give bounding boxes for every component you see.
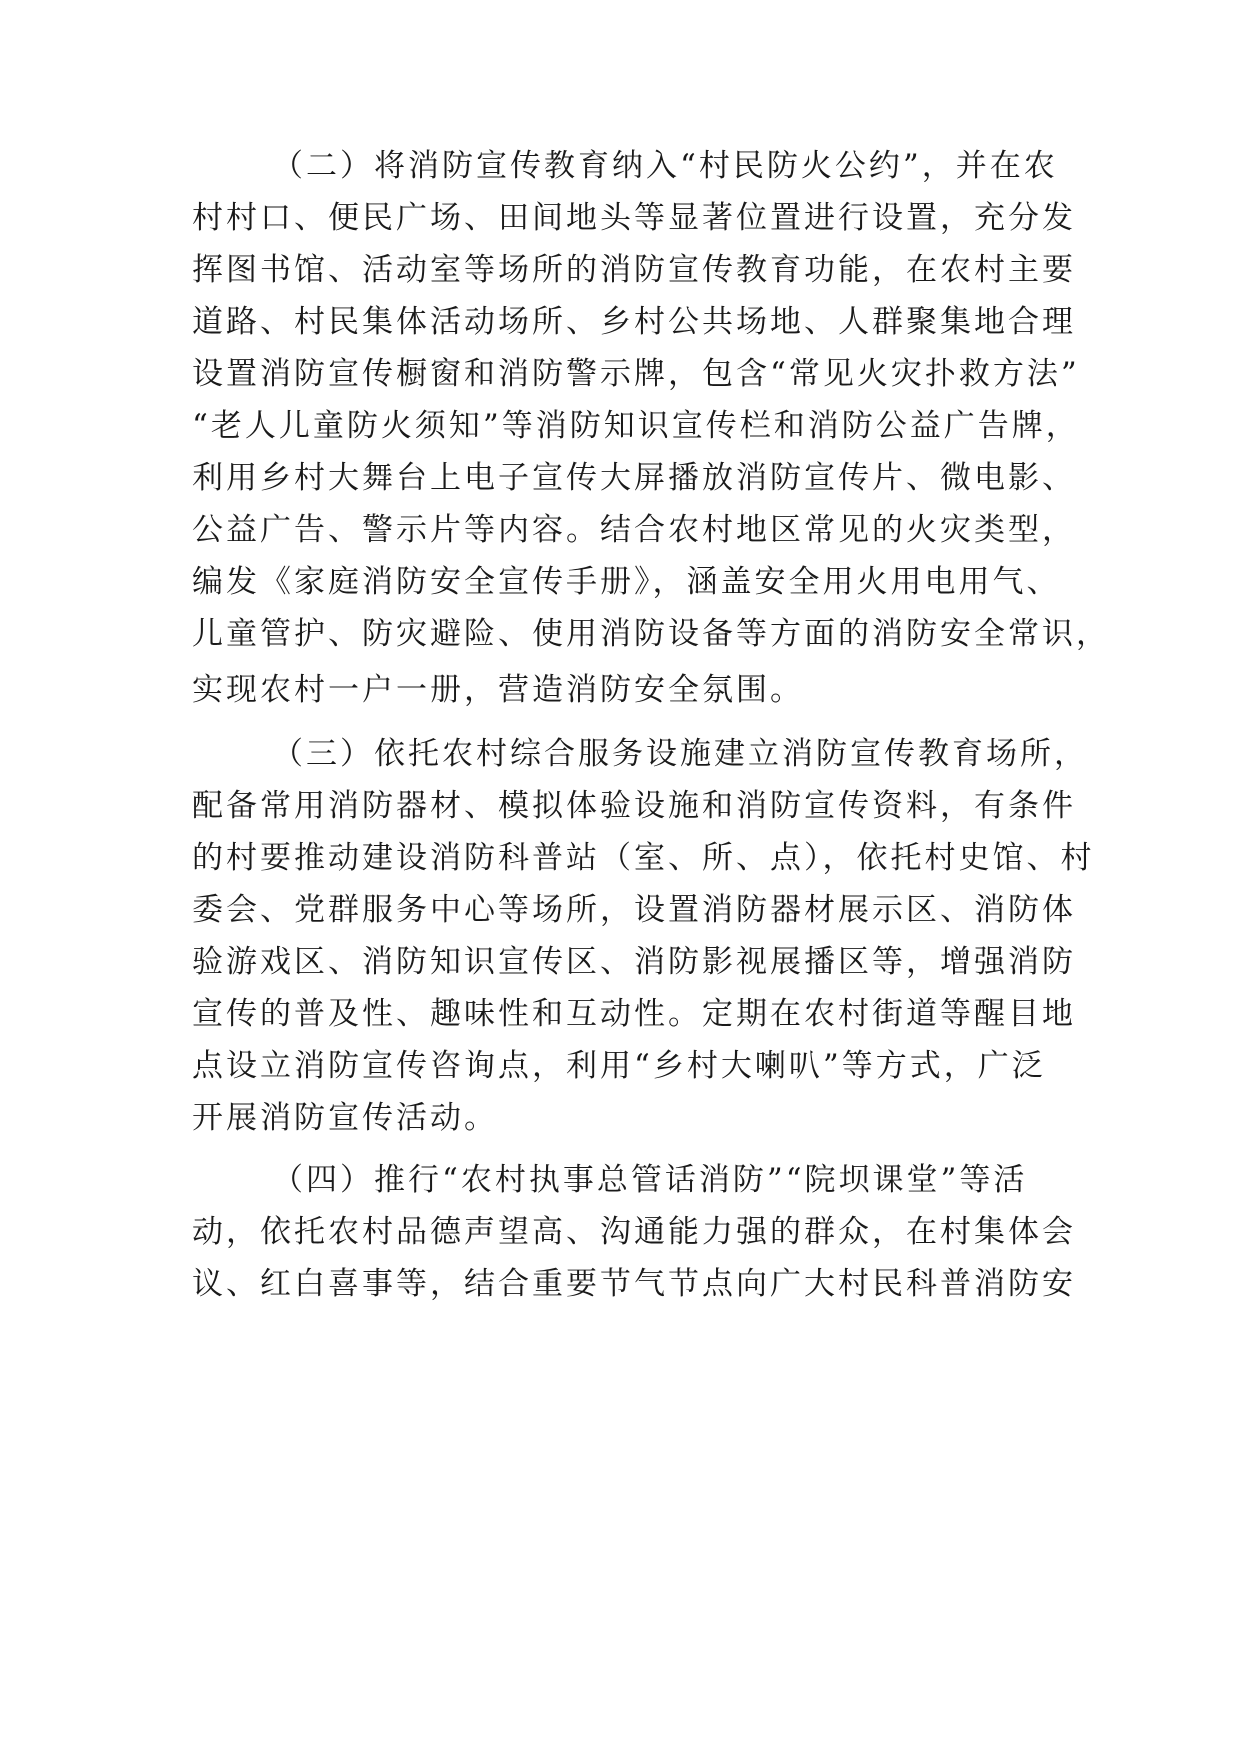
paragraph-line: 挥图书馆、活动室等场所的消防宣传教育功能，在农村主要 bbox=[192, 252, 1076, 288]
paragraph-line: 的村要推动建设消防科普站（室、所、点），依托村史馆、村 bbox=[192, 840, 1095, 876]
paragraph-line: （三）依托农村综合服务设施建立消防宣传教育场所， bbox=[272, 736, 1088, 772]
paragraph-line: 编发《家庭消防安全宣传手册》，涵盖安全用火用电用气、 bbox=[192, 564, 1061, 600]
paragraph-line: “老人儿童防火须知”等消防知识宣传栏和消防公益广告牌， bbox=[192, 408, 1080, 444]
paragraph-line: 议、红白喜事等，结合重要节气节点向广大村民科普消防安 bbox=[192, 1266, 1076, 1302]
paragraph-line: 利用乡村大舞台上电子宣传大屏播放消防宣传片、微电影、 bbox=[192, 460, 1076, 496]
paragraph-line: 村村口、便民广场、田间地头等显著位置进行设置，充分发 bbox=[192, 200, 1076, 236]
paragraph-line: （二）将消防宣传教育纳入“村民防火公约”，并在农 bbox=[272, 148, 1058, 184]
paragraph-line: 验游戏区、消防知识宣传区、消防影视展播区等，增强消防 bbox=[192, 944, 1076, 980]
paragraph-line: 动，依托农村品德声望高、沟通能力强的群众，在村集体会 bbox=[192, 1214, 1076, 1250]
paragraph-line: 设置消防宣传橱窗和消防警示牌，包含“常见火灾扑救方法” bbox=[192, 356, 1080, 392]
paragraph-line: 点设立消防宣传咨询点，利用“乡村大喇叭”等方式，广泛 bbox=[192, 1048, 1046, 1084]
paragraph-line: 道路、村民集体活动场所、乡村公共场地、人群聚集地合理 bbox=[192, 304, 1076, 340]
paragraph-line: 实现农村一户一册，营造消防安全氛围。 bbox=[192, 672, 804, 708]
paragraph-line: 公益广告、警示片等内容。结合农村地区常见的火灾类型， bbox=[192, 512, 1076, 548]
paragraph-line: 委会、党群服务中心等场所，设置消防器材展示区、消防体 bbox=[192, 892, 1076, 928]
paragraph-line: 宣传的普及性、趣味性和互动性。定期在农村街道等醒目地 bbox=[192, 996, 1076, 1032]
paragraph-line: 开展消防宣传活动。 bbox=[192, 1100, 498, 1136]
paragraph-line: 儿童管护、防灾避险、使用消防设备等方面的消防安全常识， bbox=[192, 616, 1110, 652]
paragraph-line: 配备常用消防器材、模拟体验设施和消防宣传资料，有条件 bbox=[192, 788, 1076, 824]
paragraph-line: （四）推行“农村执事总管话消防”“院坝课堂”等活 bbox=[272, 1162, 1028, 1198]
